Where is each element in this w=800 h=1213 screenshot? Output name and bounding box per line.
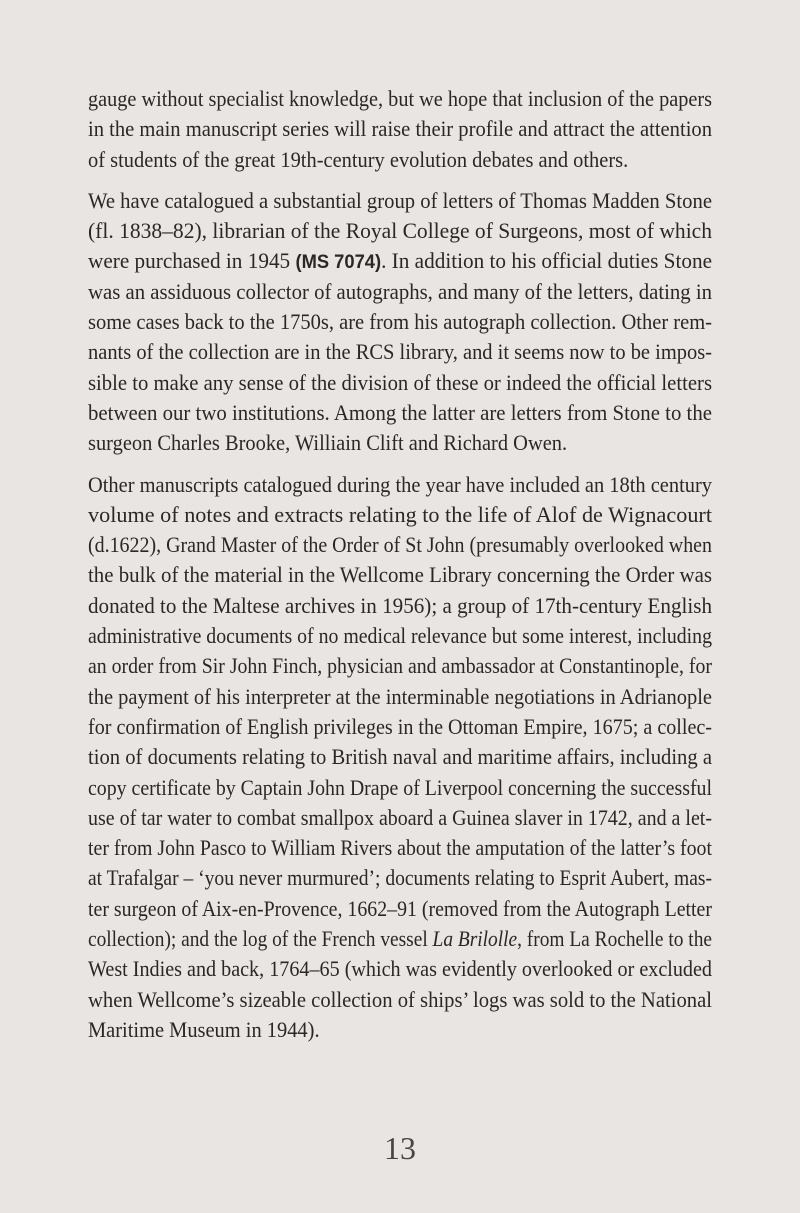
line-text: for confirmation of English privileges in the Ottoman Empire, 1675; a collec- (88, 713, 712, 739)
text-line (88, 833, 712, 863)
text-line (88, 742, 712, 772)
text-line (88, 470, 712, 500)
text-line (88, 863, 712, 893)
text-line (88, 1015, 712, 1045)
line-text: We have catalogued a substantial group of letters of Thomas Madden Stone (88, 187, 712, 213)
line-text: ter from John Pasco to William Rivers about the amputation of the latter’s foot (88, 835, 712, 861)
text-line (88, 145, 712, 175)
text-line (88, 398, 712, 428)
text-segment: . In addition to his official duties Stone (381, 248, 712, 274)
line-text: when Wellcome’s sizeable collection of ships’ logs was sold to the National (88, 986, 712, 1012)
line-text: Maritime Museum in 1944). (88, 1016, 320, 1042)
paragraph (88, 470, 712, 1046)
text-line (88, 803, 712, 833)
text-line (88, 186, 712, 216)
line-text: nants of the collection are in the RCS library, and it seems now to be impos- (88, 339, 712, 365)
line-text: West Indies and back, 1764–65 (which was evidently overlooked or excluded (88, 956, 712, 982)
line-text: Other manuscripts catalogued during the year have included an 18th century (88, 471, 712, 497)
text-line (88, 500, 712, 530)
text-line (88, 651, 712, 681)
text-line (88, 277, 712, 307)
line-text: between our two institutions. Among the latter are letters from Stone to the (88, 399, 712, 425)
line-text: sible to make any sense of the division of these or indeed the official letters (88, 369, 712, 395)
line-text: tion of documents relating to British naval and maritime affairs, including a (88, 744, 712, 770)
line-text: administrative documents of no medical relevance but some interest, including (88, 623, 712, 649)
text-line (88, 985, 712, 1015)
line-text: the payment of his interpreter at the interminable negotiations in Adrianople (88, 683, 712, 709)
text-segment: collection); and the log of the French vessel (88, 926, 433, 952)
italic-title: La Brilolle (432, 926, 518, 952)
line-text: gauge without specialist knowledge, but we hope that inclusion of the papers (88, 86, 712, 111)
text-line (88, 337, 712, 367)
text-line (88, 621, 712, 651)
bold-reference: (MS 7074) (295, 252, 382, 274)
line-text: (fl. 1838–82), librarian of the Royal College of Surgeons, most of which (88, 218, 712, 244)
text-line (88, 773, 712, 803)
text-line (88, 307, 712, 337)
text-line (88, 712, 712, 742)
line-text: of students of the great 19th-century evolution debates and others. (88, 146, 629, 172)
line-text: some cases back to the 1750s, are from his autograph collection. Other rem- (88, 309, 712, 335)
text-line (88, 368, 712, 398)
text-segment: , from La Rochelle to the (517, 926, 712, 952)
text-line (88, 530, 712, 560)
text-line (88, 591, 712, 621)
paragraph (88, 84, 712, 175)
paragraph (88, 186, 712, 459)
line-text: donated to the Maltese archives in 1956); a group of 17th-century English (88, 592, 712, 618)
text-line (88, 246, 712, 276)
line-text: at Trafalgar – ‘you never murmured’; documents relating to Esprit Aubert, mas- (88, 865, 712, 891)
line-text: surgeon Charles Brooke, Williain Clift and Richard Owen. (88, 430, 568, 456)
line-text: was an assiduous collector of autographs, and many of the letters, dating in (88, 278, 712, 304)
line-text: (d.1622), Grand Master of the Order of St John (presumably overlooked when (88, 532, 712, 558)
line-text (88, 924, 712, 954)
line-text (88, 246, 712, 278)
text-line (88, 428, 712, 458)
text-line (88, 216, 712, 246)
text-line (88, 924, 712, 954)
text-line (88, 114, 712, 144)
text-segment: were purchased in 1945 (88, 248, 296, 274)
line-text: in the main manuscript series will raise their profile and attract the attention (88, 116, 712, 142)
line-text: volume of notes and extracts relating to the life of Alof de Wignacourt (88, 501, 712, 527)
line-text: use of tar water to combat smallpox aboard a Guinea slaver in 1742, and a let- (88, 804, 712, 830)
text-line (88, 682, 712, 712)
document-body (88, 84, 712, 1056)
line-text: copy certificate by Captain John Drape of Liverpool concerning the successful (88, 774, 712, 800)
line-text: the bulk of the material in the Wellcome Library concerning the Order was (88, 562, 712, 588)
page-number: 13 (384, 1130, 416, 1166)
text-line (88, 894, 712, 924)
line-text: ter surgeon of Aix-en-Provence, 1662–91 (removed from the Autograph Letter (88, 895, 712, 921)
line-text: an order from Sir John Finch, physician and ambassador at Constantinople, for (88, 653, 712, 679)
text-line (88, 954, 712, 984)
text-line (88, 84, 712, 114)
text-line (88, 560, 712, 590)
